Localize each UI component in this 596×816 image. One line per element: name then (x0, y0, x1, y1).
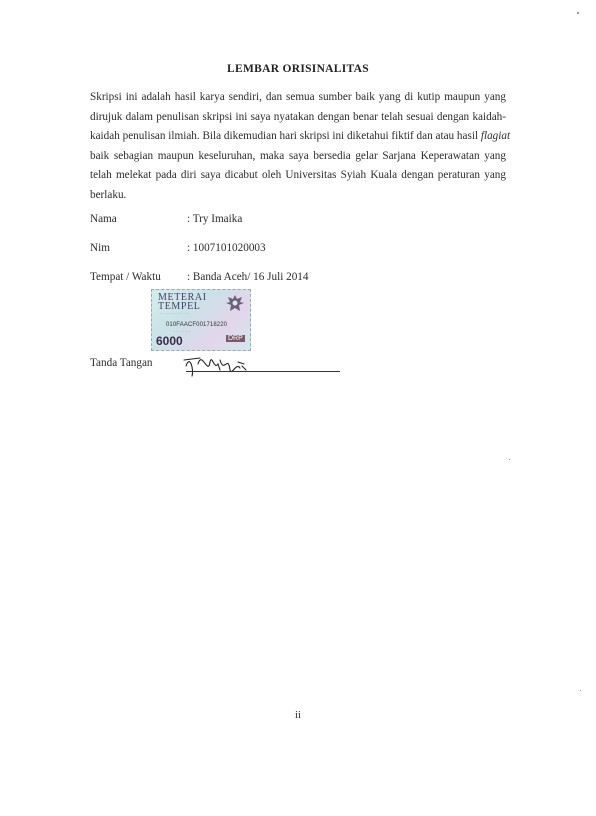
scan-speck (580, 690, 581, 691)
scan-speck (509, 459, 510, 460)
scan-speck (577, 12, 579, 14)
place-date-value: : Banda Aceh/ 16 Juli 2014 (187, 271, 309, 283)
stamp-denomination: DRP (228, 335, 243, 342)
statement-italic-word: flagiat (480, 130, 511, 143)
stamp-serial: 010FAACF001718220 (166, 322, 228, 328)
statement-line (90, 127, 511, 147)
originality-statement (90, 88, 511, 206)
statement-line: Skripsi ini adalah hasil karya sendiri, dan semua sumber baik yang di kutip maupun yang (90, 91, 506, 103)
name-value: : Try Imaika (187, 213, 243, 225)
name-label: Nama (90, 213, 117, 225)
document-title: LEMBAR ORISINALITAS (227, 63, 369, 75)
garuda-emblem-icon (224, 293, 246, 315)
statement-line: dirujuk dalam penulisan skripsi ini saya nyatakan dengan benar telah sesuai dengan kaidah- (90, 110, 506, 123)
statement-line-text: kaidah penulisan ilmiah. Bila dikemudian hari skripsi ini diketahui fiktif dan atau hasil (90, 130, 479, 143)
nim-label: Nim (90, 242, 110, 254)
stamp-title: METERAI TEMPEL (158, 292, 207, 312)
nim-value: : 1007101020003 (187, 242, 266, 254)
place-date-label: Tempat / Waktu (90, 271, 161, 283)
signature-line (186, 371, 340, 372)
stamp-microtext: · · · · · · · · (174, 330, 191, 334)
stamp-value: 6000 (156, 334, 183, 348)
statement-line: baik sebagian maupun keseluruhan, maka saya bersedia gelar Sarjana Keperawatan yang (90, 149, 506, 162)
signature-label: Tanda Tangan (90, 357, 153, 369)
statement-line: berlaku. (90, 188, 127, 201)
stamp-microtext: · · · · · · · · · · · · · · (160, 312, 189, 316)
statement-line: telah melekat pada diri saya dicabut oleh Universitas Syiah Kuala dengan peraturan yang (90, 169, 506, 182)
handwritten-signature (180, 340, 260, 380)
page-number: ii (294, 709, 302, 721)
